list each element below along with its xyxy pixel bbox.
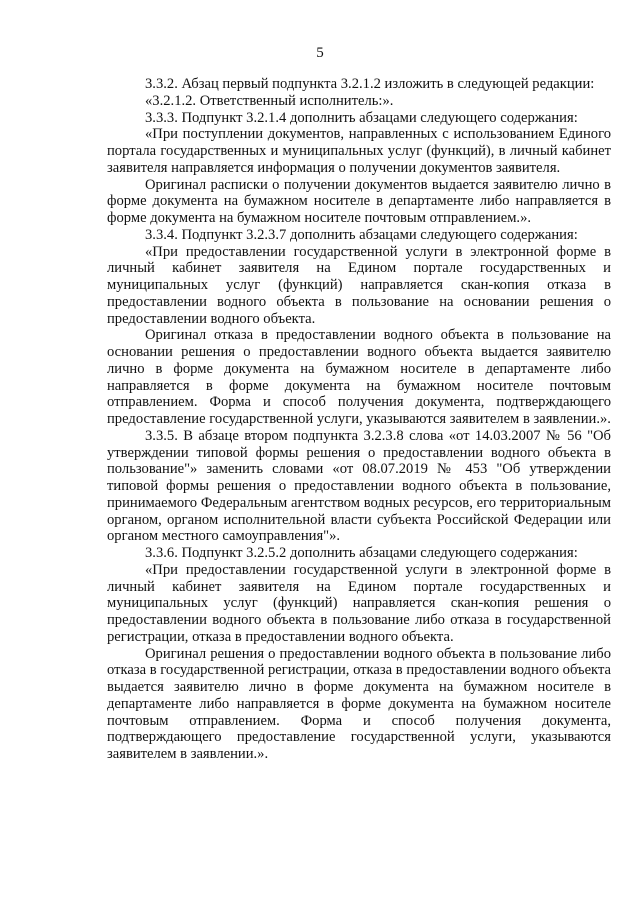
paragraph-documents-received: «При поступлении документов, направленных с использованием Единого портала государственных и муниципальных услуг (функций), в личный кабинет заявителя направляется информация о получении документов заявителя. [107, 126, 611, 176]
document-body [107, 76, 611, 763]
paragraph-3-2-1-2-quote: «3.2.1.2. Ответственный исполнитель:». [145, 92, 394, 109]
paragraph-3-3-3: 3.3.3. Подпункт 3.2.1.4 дополнить абзацами следующего содержания: [145, 109, 578, 126]
paragraph-3-3-6: 3.3.6. Подпункт 3.2.5.2 дополнить абзацами следующего содержания: [145, 545, 578, 561]
paragraph-refusal-scan: «При предоставлении государственной услуги в электронной форме в личный кабинет заявителя на Едином портале государственных и муниципальных услуг (функций) направляется скан-копия отказа в предоставлении водного объекта в пользование на основании решения о предоставлении водного объекта. [107, 243, 611, 327]
paragraph-3-3-4: 3.3.4. Подпункт 3.2.3.7 дополнить абзацами следующего содержания: [145, 226, 578, 243]
paragraph-decision-scan: «При предоставлении государственной услуги в электронной форме в личный кабинет заявителя на Едином портале государственных и муниципальных услуг (функций) направляется скан-копия решения о предоставлении водного объекта в пользование либо отказа в государственной регистрации, отказа в предоставлении водного объекта. [107, 561, 611, 645]
paragraph-receipt-original: Оригинал расписки о получении документов выдается заявителю лично в форме документа на бумажном носителе в департаменте либо направляется в форме документа на бумажном носителе почтовым отправлением.». [107, 176, 611, 226]
page-number: 5 [316, 45, 324, 61]
paragraph-3-3-5: 3.3.5. В абзаце втором подпункта 3.2.3.8 слова «от 14.03.2007 № 56 "Об утверждении типовой формы решения о предоставлении водного объекта в пользование"» заменить словами «от 08.07.2019 № 453 "Об утверждении типовой формы решения о предоставлении водного объекта в пользование, принимаемого Федеральным агентством водных ресурсов, его территориальным органом, органом исполнительной власти субъекта Российской Федерации или органом местного самоуправления"». [107, 427, 611, 545]
paragraph-3-3-2: 3.3.2. Абзац первый подпункта 3.2.1.2 изложить в следующей редакции: [145, 76, 595, 92]
paragraph-decision-original: Оригинал решения о предоставлении водного объекта в пользование либо отказа в государственной регистрации, отказа в предоставлении водного объекта выдается заявителю лично в форме документа на бумажном носителе в департаменте либо направляется в форме документа на бумажном носителе почтовым отправлением. Форма и способ получения документа, подтверждающего предоставление государственной услуги, указываются заявителем в заявлении.». [107, 645, 611, 762]
paragraph-refusal-original: Оригинал отказа в предоставлении водного объекта в пользование на основании решения о предоставлении водного объекта выдается заявителю лично в форме документа на бумажном носителе в департаменте либо направляется в форме документа на бумажном носителе почтовым отправлением. Форма и способ получения документа, подтверждающего предоставление государственной услуги, указываются заявителем в заявлении.». [107, 327, 611, 427]
